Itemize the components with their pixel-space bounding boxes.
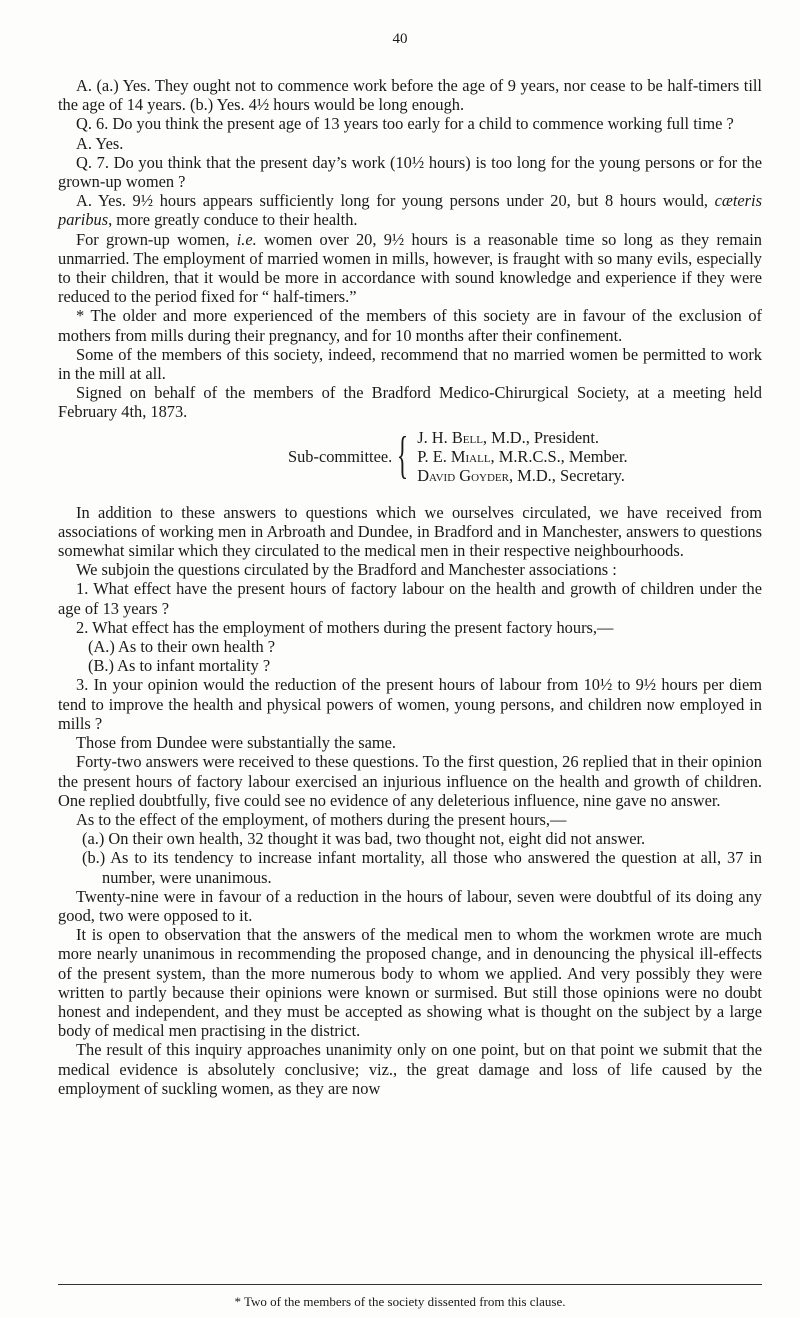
paragraph: Forty-two answers were received to these questions. To the first question, 26 replied that in their opinion the present hours of factory labour exercised an injurious influence on the health and growth of children. One replied doubtfully, five could see no evidence of any deleterious influence, nine gave no answer. — [58, 752, 762, 810]
answer-b: (b.) As to its tendency to increase infant mortality, all those who answered the question at all, 37 in number, were unanimous. — [82, 848, 762, 887]
paragraph-part: women over 20, 9½ hours is a reasonable time so long as they remain unmarried. The employment of married women in mills, however, is fraught with so many evils, especially to their children, that it would be more in accordance with sound knowledge and experience if they were reduced to the period fixed for “ half-timers.” — [58, 229, 762, 307]
paragraph: As to the effect of the employment, of mothers during the present hours,— — [76, 809, 567, 829]
paragraph — [58, 230, 762, 307]
italic-phrase: cæteris paribus — [58, 191, 762, 230]
paragraph: In addition to these answers to questions which we ourselves circulated, we have received from associations of working men in Arbroath and Dundee, in Bradford and in Manchester, answers to questions somewhat similar which they circulated to the medical men in their respective neighbourhoods. — [58, 502, 762, 561]
signatory-line — [417, 428, 627, 447]
signatory-role: , M.D., President. — [482, 427, 600, 447]
paragraph: A. (a.) Yes. They ought not to commence work before the age of 9 years, nor cease to be half-timers till the age of 14 years. (b.) Yes. 4½ hours would be long enough. — [58, 76, 762, 115]
page-number: 40 — [392, 31, 408, 47]
signature-block — [288, 428, 762, 485]
question-3: 3. In your opinion would the reduction of the present hours of labour from 10½ to 9½ hours per diem tend to improve the health and physical powers of women, young persons, and children now employed in mills ? — [58, 675, 762, 733]
paragraph: Those from Dundee were substantially the same. — [76, 733, 396, 753]
paragraph: Q. 6. Do you think the present age of 13 years too early for a child to commence working full time ? — [76, 114, 734, 134]
signatory-role: , M.R.C.S., Member. — [490, 446, 628, 466]
paragraph: Twenty-nine were in favour of a reduction in the hours of labour, seven were doubtful of its doing any good, two were opposed to it. — [58, 886, 762, 925]
answer-a: (a.) On their own health, 32 thought it was bad, two thought not, eight did not answer. — [82, 829, 646, 849]
signatory-name: David Goyder — [417, 465, 509, 485]
document-body — [58, 76, 762, 1098]
paragraph-part: A. Yes. 9½ hours appears sufficiently long for young persons under 20, but 8 hours would, — [76, 191, 715, 211]
paragraph: The result of this inquiry approaches unanimity only on one point, but on that point we submit that the medical evidence is absolutely conclusive; viz., the great damage and loss of life caused by the employment of suckling women, as they are now — [58, 1040, 762, 1098]
paragraph — [58, 191, 762, 229]
signatory-name: J. H. Bell — [417, 427, 483, 447]
paragraph-part: For grown-up women, — [76, 229, 237, 249]
paragraph: Some of the members of this society, indeed, recommend that no married women be permitted to work in the mill at all. — [58, 344, 762, 384]
paragraph: A. Yes. — [76, 133, 124, 153]
question-2: 2. What effect has the employment of mothers during the present factory hours,— — [76, 617, 614, 637]
question-2a: (A.) As to their own health ? — [88, 637, 276, 657]
paragraph: Q. 7. Do you think that the present day’s work (10½ hours) is too long for the young persons or for the grown-up women ? — [58, 152, 762, 192]
italic-phrase: i.e. — [236, 229, 257, 249]
question-2b: (B.) As to infant mortality ? — [88, 656, 271, 676]
subcommittee-label: Sub-committee. — [288, 446, 393, 466]
paragraph: Signed on behalf of the members of the Bradford Medico-Chirurgical Society, at a meeting held February 4th, 1873. — [58, 383, 762, 422]
signatory-list — [417, 428, 627, 485]
footnote: * Two of the members of the society dissented from this clause. — [234, 1294, 566, 1309]
signatory-line — [417, 447, 627, 466]
signatory-name: P. E. Miall — [417, 446, 491, 466]
paragraph-part: , more greatly conduce to their health. — [108, 210, 358, 230]
footnote-rule — [58, 1284, 762, 1285]
brace-glyph: { — [397, 427, 409, 485]
paragraph: It is open to observation that the answers of the medical men to whom the workmen wrote are much more nearly unanimous in recommending the proposed change, and in denouncing the physical ill-effects of the present system, than the more numerous body to whom we applied. And very possibly they were written to partly because their opinions were known or surmised. But still those opinions were no doubt honest and independent, and they must be accepted as showing what is thought on the subject by a large body of medical men practising in the district. — [58, 925, 762, 1041]
question-1: 1. What effect have the present hours of factory labour on the health and growth of children under the age of 13 years ? — [58, 579, 762, 618]
paragraph: * The older and more experienced of the members of this society are in favour of the exclusion of mothers from mills during their pregnancy, and for 10 months after their confinement. — [58, 306, 762, 345]
signatory-line — [417, 466, 627, 485]
signatory-role: , M.D., Secretary. — [508, 465, 625, 485]
paragraph: We subjoin the questions circulated by the Bradford and Manchester associations : — [76, 560, 617, 580]
